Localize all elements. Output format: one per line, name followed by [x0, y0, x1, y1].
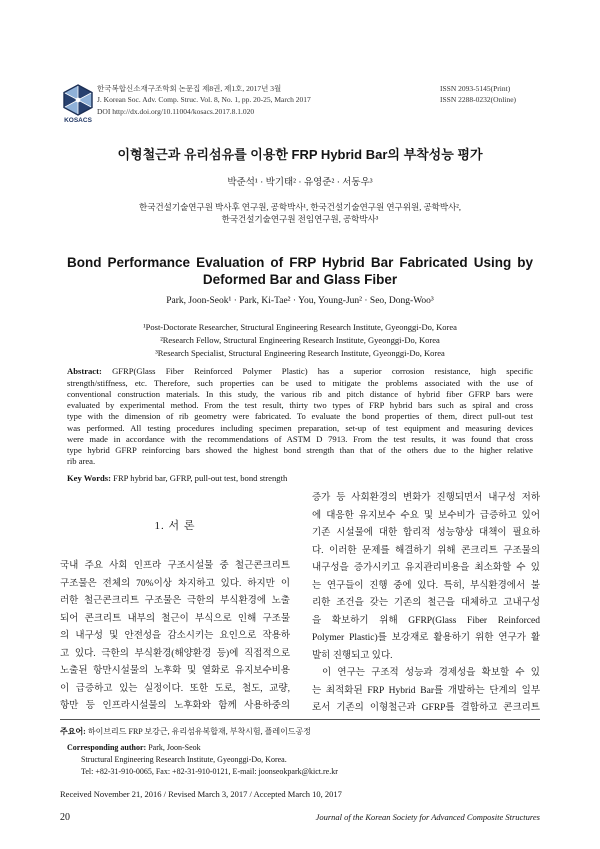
abstract-line: rib area. — [67, 456, 96, 467]
intro-left-line: 이 급증하고 있는 실정이다. 또한 도로, 철도, 교량, — [60, 683, 290, 694]
intro-left-line: 러한 철근콘크리트 구조물은 극한의 부식환경에 노출 — [60, 596, 290, 607]
corresponding-author — [67, 742, 540, 753]
intro-right-line: Polymer Plastic)를 보강재로 활용하기 위한 연구가 활 — [312, 633, 540, 644]
abstract-line: strength/stiffness, etc. Therefore, such properties can be used to mitigate the problems associated with the use of — [67, 377, 533, 388]
intro-right-line: 는 최적화된 FRP Hybrid Bar를 개발하는 단계의 일부 — [312, 685, 540, 696]
page-number: 20 — [60, 811, 70, 823]
abstract-line: was performed. All testing procedures including specimen preparation, set-up of test equipment and measuring devices — [67, 422, 533, 433]
intro-right-line: 리한 조건을 갖는 기존의 철근을 대체하고 고내구성 — [312, 598, 540, 609]
corresponding-author-name: Park, Joon-Seok — [148, 742, 201, 752]
intro-right-line: 다. 이러한 문제를 해결하기 위해 콘크리트 구조물의 — [312, 545, 540, 556]
abstract-line: type hybrid GFRP reinforcing bars showed the highest bond strength than that of the others due to the higher relative — [67, 445, 533, 456]
abstract-line: evaluated by experimental method. From the test result, thirty two types of FRP hybrid bars such as spiral and cross — [67, 400, 533, 411]
abstract-line: were made in accordance with the recommendations of ASTM D 7913. From the test results, it was found that cross — [67, 433, 533, 444]
kosacs-logo-icon — [61, 84, 95, 116]
authors-korean: 박준석¹ · 박기태² · 유영준² · 서동우³ — [227, 178, 373, 188]
abstract-line: conventional construction materials. In this study, the various rib and pitch distance of hybrid fiber GFRP bars were — [67, 388, 533, 399]
abstract-line: type with the dimension of rib geometry were fabricated. To evaluate the bond properties of them, direct pull-out test — [67, 411, 533, 422]
intro-left-line: 노출된 항만시설물의 노후화 및 열화로 유지보수비용 — [60, 666, 290, 677]
intro-right-line: 기존 시설물에 대한 합리적 성능향상 대책이 필요하 — [312, 528, 540, 539]
affiliation-korean-line: 한국건설기술연구원 박사후 연구원, 공학박사¹, 한국건설기술연구원 연구위원, 공학박사², — [139, 202, 461, 212]
intro-right-line: 을 확보하기 위해 GFRP(Glass Fiber Reinforced — [312, 615, 540, 626]
intro-right-line: 에 대응한 유지보수 수요 및 보수비가 급증하고 있어 — [312, 510, 540, 521]
intro-right-line: 발히 진행되고 있다. — [312, 650, 393, 661]
corresponding-author-label: Corresponding author: — [67, 742, 147, 752]
authors-english: Park, Joon-Seok¹ · Park, Ki-Tae² · You, Young-Jun² · Seo, Dong-Woo³ — [166, 295, 434, 306]
intro-right-line: 는 연구들이 진행 중에 있다. 특히, 부식환경에서 불 — [312, 580, 540, 591]
intro-left-line: 항만 등 인프라시설물의 노후화와 함께 사용하중의 — [60, 701, 290, 712]
intro-right-line: 로서 기존의 이형철근과 GFRP를 결합하고 콘크리트 — [312, 703, 540, 714]
intro-left-line: 고 있다. 극한의 부식환경(해양환경 등)에 직접적으로 — [60, 648, 290, 659]
keywords-label: Key Words: — [67, 473, 112, 483]
keywords — [67, 472, 533, 484]
journal-name-korean: 한국복합신소재구조학회 논문집 제8권, 제1호, 2017년 3월 — [97, 84, 282, 93]
corresponding-author-contact: Tel: +82-31-910-0065, Fax: +82-31-910-0121, E-mail: joonseokpark@kict.re.kr — [81, 766, 338, 776]
title-english-line: Bond Performance Evaluation of FRP Hybrid Bar Fabricated Using by — [67, 254, 533, 270]
section-heading-introduction: 1. 서 론 — [154, 520, 196, 532]
abstract-text: GFRP(Glass Fiber Reinforced Polymer Plastic) has a superior corrosion resistance, high specific — [112, 366, 533, 377]
issn-print: ISSN 2093-5145(Print) — [440, 84, 511, 93]
doi: DOI http://dx.doi.org/10.11004/kosacs.2017.8.1.020 — [97, 107, 255, 116]
affiliation-english-line: ²Research Fellow, Structural Engineering Research Institute, Gyeonggi-Do, Korea — [160, 335, 440, 345]
intro-left-line: 되어 콘크리트 내부의 철근이 부식으로 인해 구조물 — [60, 613, 290, 624]
intro-right-line: 내구성을 증가시키고 유지관리비용을 최소화할 수 있 — [312, 563, 540, 574]
keywords-korean-text: 하이브리드 FRP 보강근, 유리섬유복합재, 부착시험, 플레이드공정 — [87, 726, 311, 736]
issn-online: ISSN 2288-0232(Online) — [440, 95, 517, 104]
intro-right-line: 증가 등 사회환경의 변화가 진행되면서 내구성 저하 — [312, 493, 540, 504]
affiliation-english-line: ³Research Specialist, Structural Engineering Research Institute, Gyeonggi-Do, Korea — [155, 348, 445, 358]
footnote-divider — [60, 719, 540, 720]
submission-history: Received November 21, 2016 / Revised March 3, 2017 / Accepted March 10, 2017 — [60, 788, 342, 799]
corresponding-author-address: Structural Engineering Research Institute, Gyeonggi-Do, Korea. — [81, 754, 287, 764]
keywords-korean-label: 주요어: — [60, 726, 86, 736]
intro-right-line: 이 연구는 구조적 성능과 경제성을 확보할 수 있 — [322, 668, 540, 679]
title-korean: 이형철근과 유리섬유를 이용한 FRP Hybrid Bar의 부착성능 평가 — [117, 147, 483, 162]
journal-footer-name: Journal of the Korean Society for Advanced Composite Structures — [315, 812, 540, 822]
journal-citation: J. Korean Soc. Adv. Comp. Struc. Vol. 8, No. 1, pp. 20-25, March 2017 — [97, 95, 311, 104]
title-english-line: Deformed Bar and Glass Fiber — [202, 271, 398, 287]
keywords-korean — [60, 726, 540, 737]
intro-left-line: 의 내구성 및 안전성을 감소시키는 요인으로 작용하 — [60, 631, 290, 642]
affiliation-korean-line: 한국건설기술연구원 전임연구원, 공학박사³ — [221, 214, 379, 224]
abstract-label: Abstract: — [67, 366, 102, 377]
keywords-text: FRP hybrid bar, GFRP, pull-out test, bond strength — [113, 473, 288, 483]
logo-text: KOSACS — [64, 117, 92, 124]
abstract-line — [67, 366, 533, 377]
intro-left-line: 구조물은 전체의 70%이상 차지하고 있다. 하지만 이 — [60, 578, 290, 589]
affiliation-english-line: ¹Post-Doctorate Researcher, Structural Engineering Research Institute, Gyeonggi-Do, Korea — [143, 322, 457, 332]
intro-left-line: 국내 주요 사회 인프라 구조시설물 중 철근콘크리트 — [60, 561, 290, 572]
